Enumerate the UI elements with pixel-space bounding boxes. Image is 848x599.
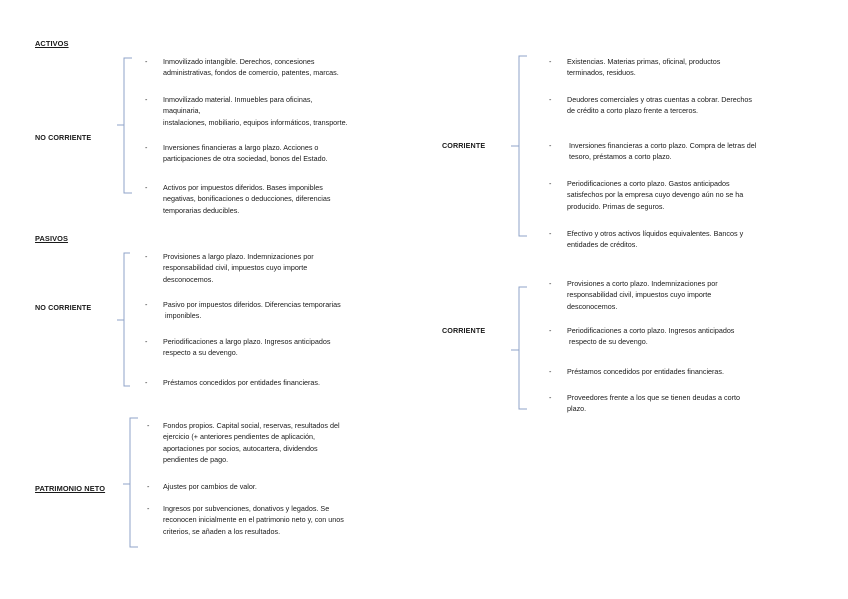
bullet: - — [549, 141, 552, 150]
list-item: Periodificaciones a corto plazo. Gastos anticipados satisfechos por la empresa cuyo devengo aún no se ha producido. Primas de seguros. — [567, 179, 744, 211]
list-item: Inmovilizado material. Inmuebles para oficinas, maquinaria, instalaciones, mobiliario, equipos informáticos, transporte. — [163, 95, 348, 127]
pasivo-corriente-label: CORRIENTE — [442, 326, 486, 335]
bullet: - — [147, 421, 150, 430]
pasivo-no-corriente-label: NO CORRIENTE — [35, 303, 92, 312]
bullet: - — [145, 300, 148, 309]
list-item: Préstamos concedidos por entidades financieras. — [567, 367, 725, 376]
list-item: Inversiones financieras a corto plazo. Compra de letras del tesoro, préstamos a corto plazo. — [569, 141, 757, 162]
list-item: Fondos propios. Capital social, reservas, resultados del ejercicio (+ anteriores pendientes de aplicación, aportaciones por socios, autocartera, dividendos pendientes de pago. — [163, 421, 340, 465]
list-item: Inmovilizado intangible. Derechos, concesiones administrativas, fondos de comercio, patentes, marcas. — [163, 57, 339, 78]
pasivos-heading: PASIVOS — [35, 234, 69, 243]
list-item: Préstamos concedidos por entidades financieras. — [163, 378, 321, 387]
list-item: Ingresos por subvenciones, donativos y legados. Se reconocen inicialmente en el patrimonio neto y, con unos criterios, se añaden a los resultados. — [163, 504, 344, 536]
bullet: - — [549, 95, 552, 104]
list-item: Provisiones a corto plazo. Indemnizaciones por responsabilidad civil, impuestos cuyo importe desconocemos. — [567, 279, 718, 311]
bullet: - — [549, 367, 552, 376]
activos-heading: ACTIVOS — [35, 39, 69, 48]
bullet: - — [549, 279, 552, 288]
list-item: Ajustes por cambios de valor. — [163, 482, 257, 491]
list-item: Existencias. Materias primas, oficinal, productos terminados, residuos. — [567, 57, 721, 78]
bracket-patrimonio-neto — [123, 418, 138, 547]
bullet: - — [145, 57, 148, 66]
list-item: Periodificaciones a corto plazo. Ingresos anticipados respecto de su devengo. — [567, 326, 735, 347]
bullet: - — [147, 482, 150, 491]
bullet: - — [145, 378, 148, 387]
bullet: - — [549, 57, 552, 66]
list-item: Provisiones a largo plazo. Indemnizaciones por responsabilidad civil, impuestos cuyo importe desconocemos. — [163, 252, 314, 284]
list-item: Activos por impuestos diferidos. Bases imponibles negativas, bonificaciones o deducciones, diferencias temporarias deducibles. — [163, 183, 331, 215]
bullet: - — [549, 229, 552, 238]
list-item: Deudores comerciales y otras cuentas a cobrar. Derechos de crédito a corto plazo frente a terceros. — [567, 95, 752, 116]
bullet: - — [147, 504, 150, 513]
activo-corriente-label: CORRIENTE — [442, 141, 486, 150]
bullet: - — [549, 179, 552, 188]
bracket-pasivo-corriente — [511, 287, 527, 409]
list-item: Periodificaciones a largo plazo. Ingresos anticipados respecto a su devengo. — [163, 337, 331, 358]
list-item: Efectivo y otros activos líquidos equivalentes. Bancos y entidades de créditos. — [567, 229, 744, 250]
patrimonio-neto-heading: PATRIMONIO NETO — [35, 484, 106, 493]
bracket-activo-corriente — [511, 56, 527, 236]
bullet: - — [145, 183, 148, 192]
bracket-pasivo-no-corriente — [117, 253, 130, 386]
bullet: - — [145, 95, 148, 104]
bracket-activo-no-corriente — [117, 58, 132, 193]
list-item: Pasivo por impuestos diferidos. Diferencias temporarias imponibles. — [163, 300, 341, 321]
bullet: - — [145, 337, 148, 346]
list-item: Inversiones financieras a largo plazo. Acciones o participaciones de otra sociedad, bonos del Estado. — [163, 143, 328, 164]
activo-no-corriente-label: NO CORRIENTE — [35, 133, 92, 142]
bullet: - — [145, 143, 148, 152]
bullet: - — [145, 252, 148, 261]
list-item: Proveedores frente a los que se tienen deudas a corto plazo. — [567, 393, 741, 414]
bullet: - — [549, 393, 552, 402]
bullet: - — [549, 326, 552, 335]
